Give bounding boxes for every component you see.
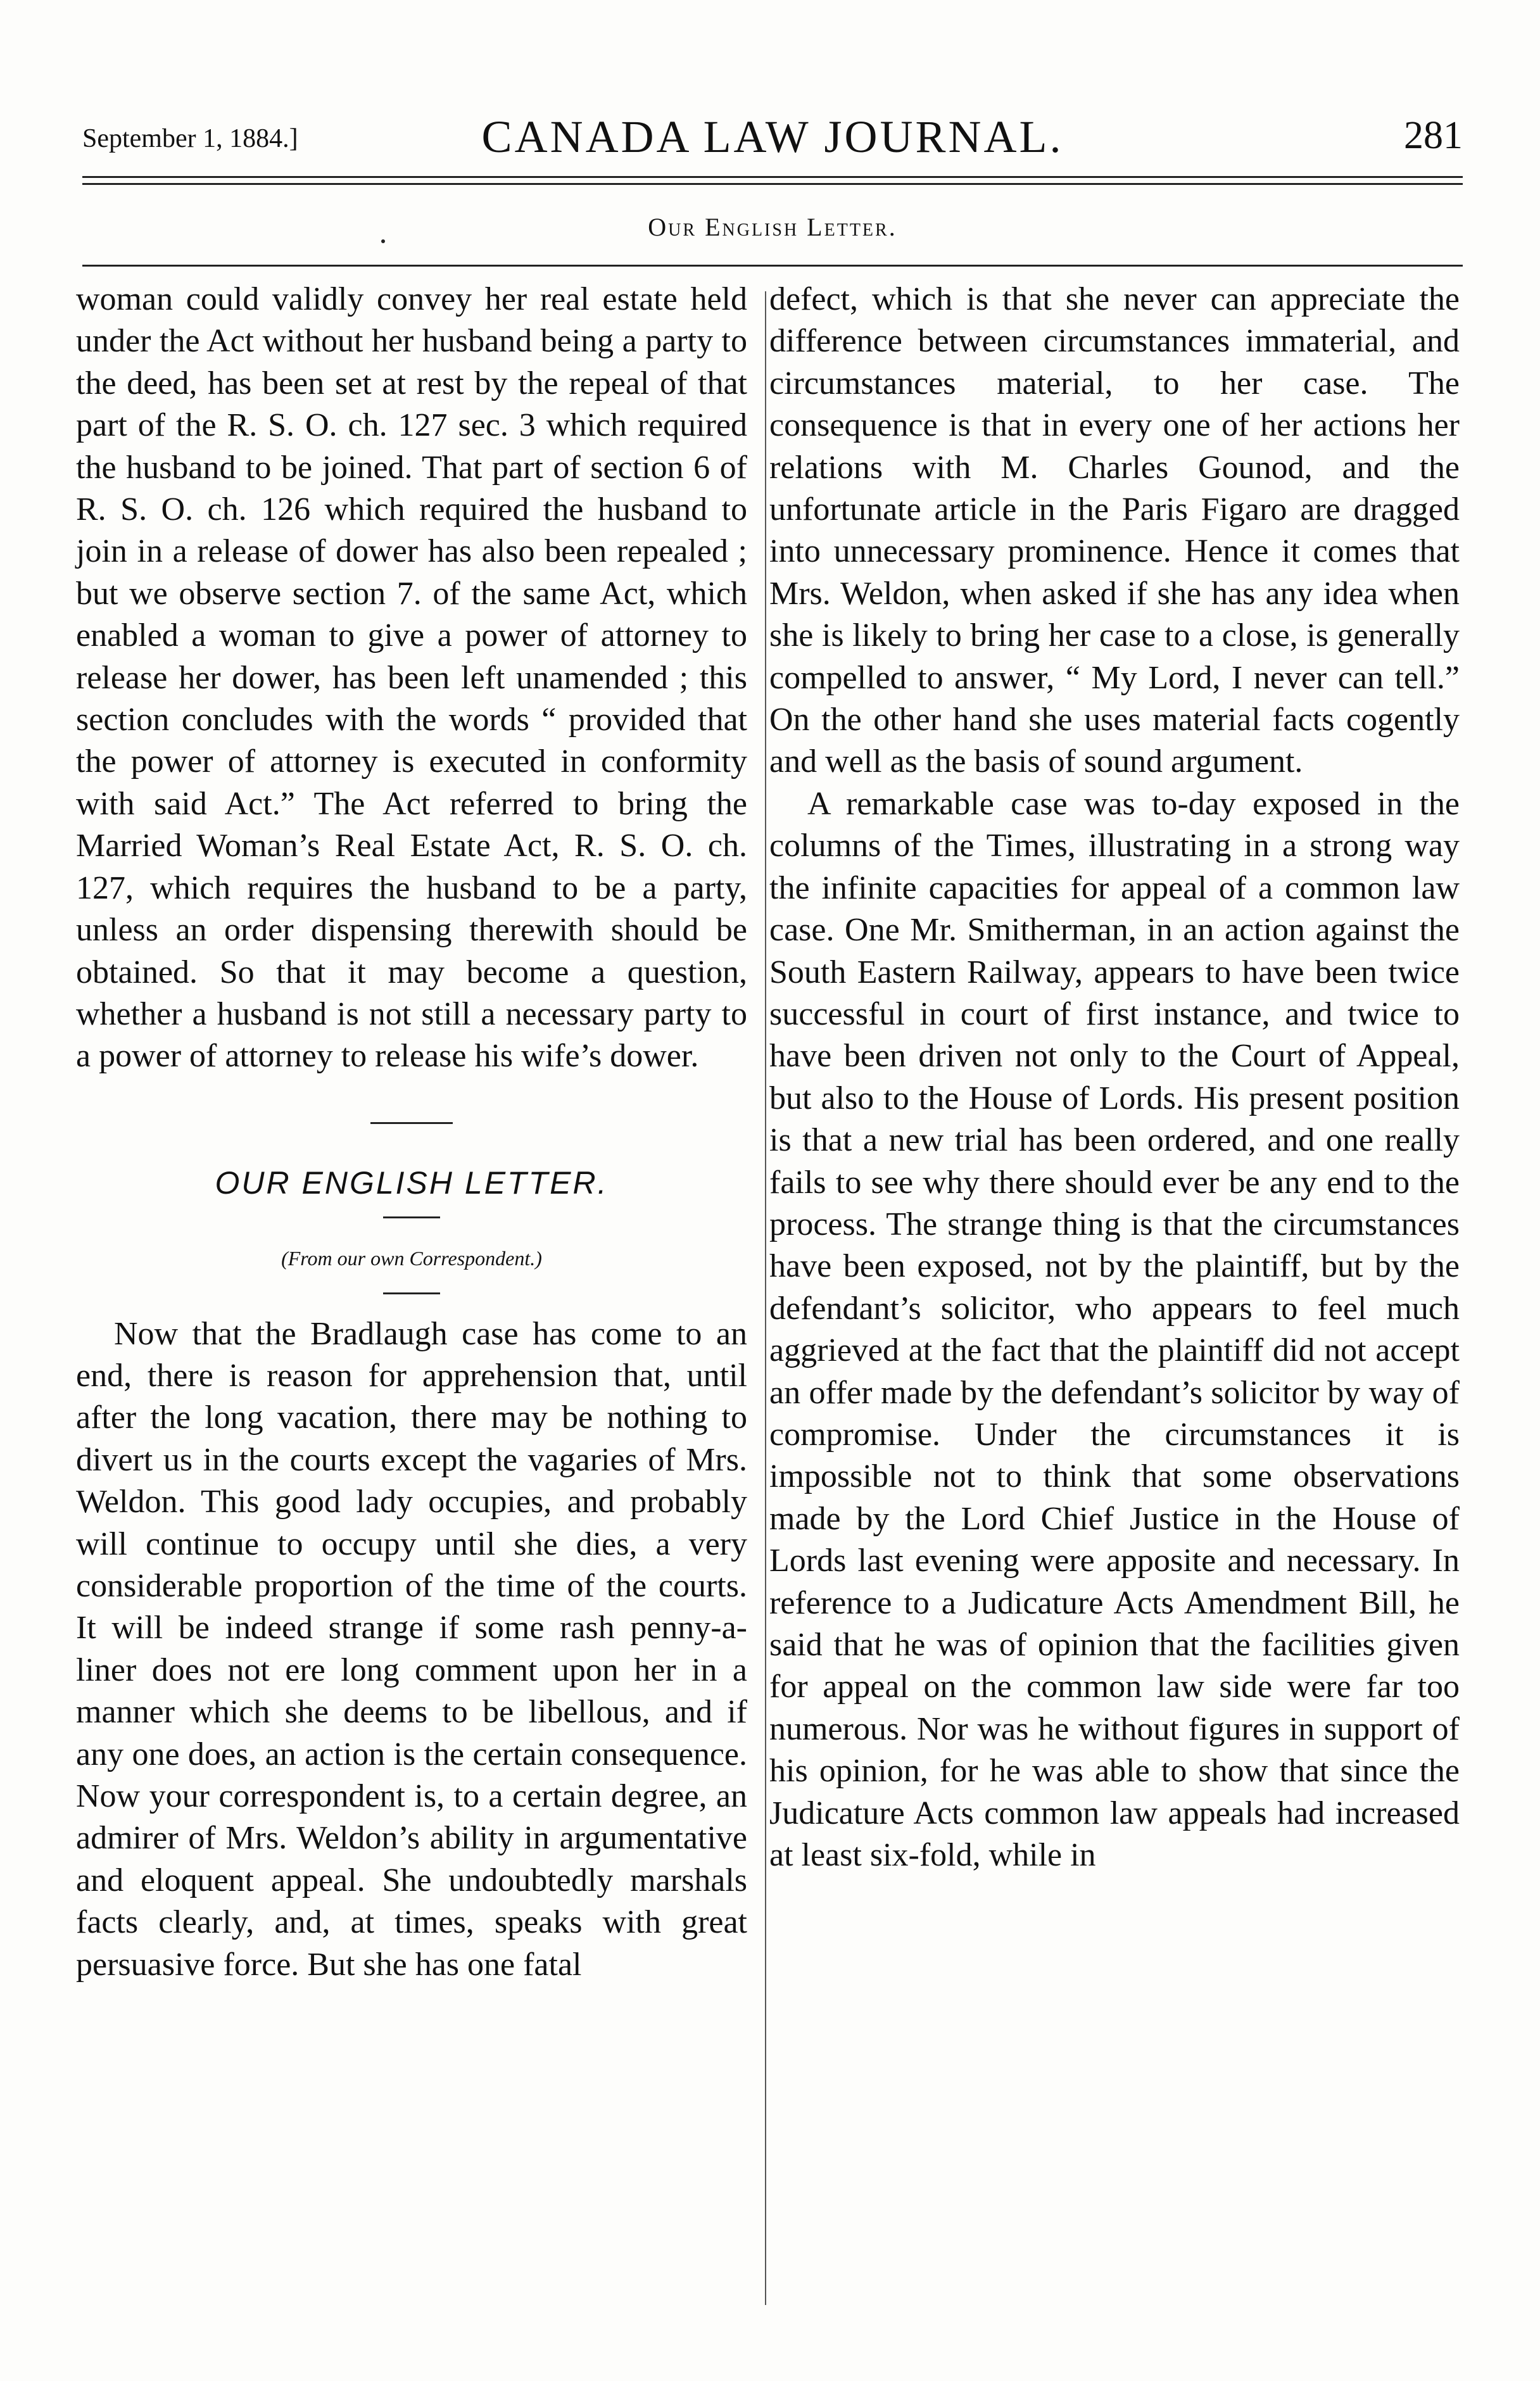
right-paragraph-1: defect, which is that she never can appreciate the difference between circumstances immaterial, and circumstances material, to her case. The consequence is that in every one of her actions her relations with M. Charles Gounod, and the unfortunate article in the Paris Figaro are dragged into unnecessary prominence. Hence it comes that Mrs. Weldon, when asked if she has any idea when she is likely to bring her case to a close, is generally compelled to answer, “ My Lord, I never can tell.” On the other hand she uses material facts cogently and well as the basis of sound argument. <box>769 281 1460 780</box>
left-paragraph-opening: Now that the Bradlaugh case has come to an end, there is reason for apprehension that, until after the long vacation, there may be nothing to divert us in the courts except the vagaries of Mrs. Weldon. This good lady occupies, and probably will continue to occupy until she dies, a very considerable proportion of the time of the courts. It will be indeed strange if some rash penny-a-liner does not ere long comment upon her in a manner which she deems to be libellous, and if any one does, an action is the certain consequence. Now your correspondent is, to a certain degree, an admirer of Mrs. Weldon’s ability in argumentative and eloquent appeal. She undoubtedly marshals facts clearly, and, at times, speaks with great persuasive force. But she has one fatal <box>76 1315 747 1983</box>
right-column <box>769 279 1460 1876</box>
article-title: OUR ENGLISH LETTER. <box>215 1165 609 1201</box>
left-column <box>76 279 747 1986</box>
page-number: 281 <box>1404 114 1463 157</box>
article-byline: (From our own Correspondent.) <box>281 1247 542 1270</box>
running-head <box>82 111 1463 168</box>
header-double-rule <box>82 176 1463 185</box>
journal-title: CANADA LAW JOURNAL. <box>481 111 1064 162</box>
byline-divider <box>383 1292 440 1294</box>
header-rule <box>82 265 1463 267</box>
right-paragraph-2: A remarkable case was to-day exposed in the columns of the Times, illustrating in a strong way the infinite capacities for appeal of a common law case. One Mr. Smitherman, in an action against the South Eastern Railway, appears to have been twice successful in court of first instance, and twice to have been driven not only to the Court of Appeal, but also to the House of Lords. His present position is that a new trial has been ordered, and one really fails to see why there should ever be any end to the process. The strange thing is that the circumstances have been exposed, not by the plaintiff, but by the defendant’s solicitor, who appears to feel much aggrieved at the fact that the plaintiff did not accept an offer made by the defendant’s solicitor by way of compromise. Under the circumstances it is impossible not to think that some observations made by the Lord Chief Justice in the House of Lords last evening were apposite and necessary. In reference to a Judicature Acts Amendment Bill, he said that he was of opinion that the facilities given for appeal on the common law side were far too numerous. Nor was he without figures in support of his opinion, for he was able to show that since the Judicature Acts common law appeals had increased at least six-fold, while in <box>769 785 1460 1874</box>
print-speck <box>381 239 385 243</box>
issue-date: September 1, 1884.] <box>82 124 298 153</box>
title-divider <box>383 1216 440 1218</box>
left-paragraph-continued: woman could validly convey her real estate held under the Act without her husband being a party to the deed, has been set at rest by the repeal of that part of the R. S. O. ch. 127 sec. 3 which required the husband to be joined. That part of section 6 of R. S. O. ch. 126 which required the husband to join in a release of dower has also been repealed ; but we observe section 7. of the same Act, which enabled a woman to give a power of attorney to release her dower, has been left unamended ; this section concludes with the words “ provided that the power of attorney is executed in conformity with said Act.” The Act referred to bring the Married Woman’s Real Estate Act, R. S. O. ch. 127, which requires the husband to be a party, unless an order dispensing therewith should be obtained. So that it may become a question, whether a husband is not still a necessary party to a power of attorney to release his wife’s dower. <box>76 281 747 1075</box>
section-heading: Our English Letter. <box>648 213 897 241</box>
section-divider <box>370 1122 453 1124</box>
column-divider <box>765 291 766 2305</box>
